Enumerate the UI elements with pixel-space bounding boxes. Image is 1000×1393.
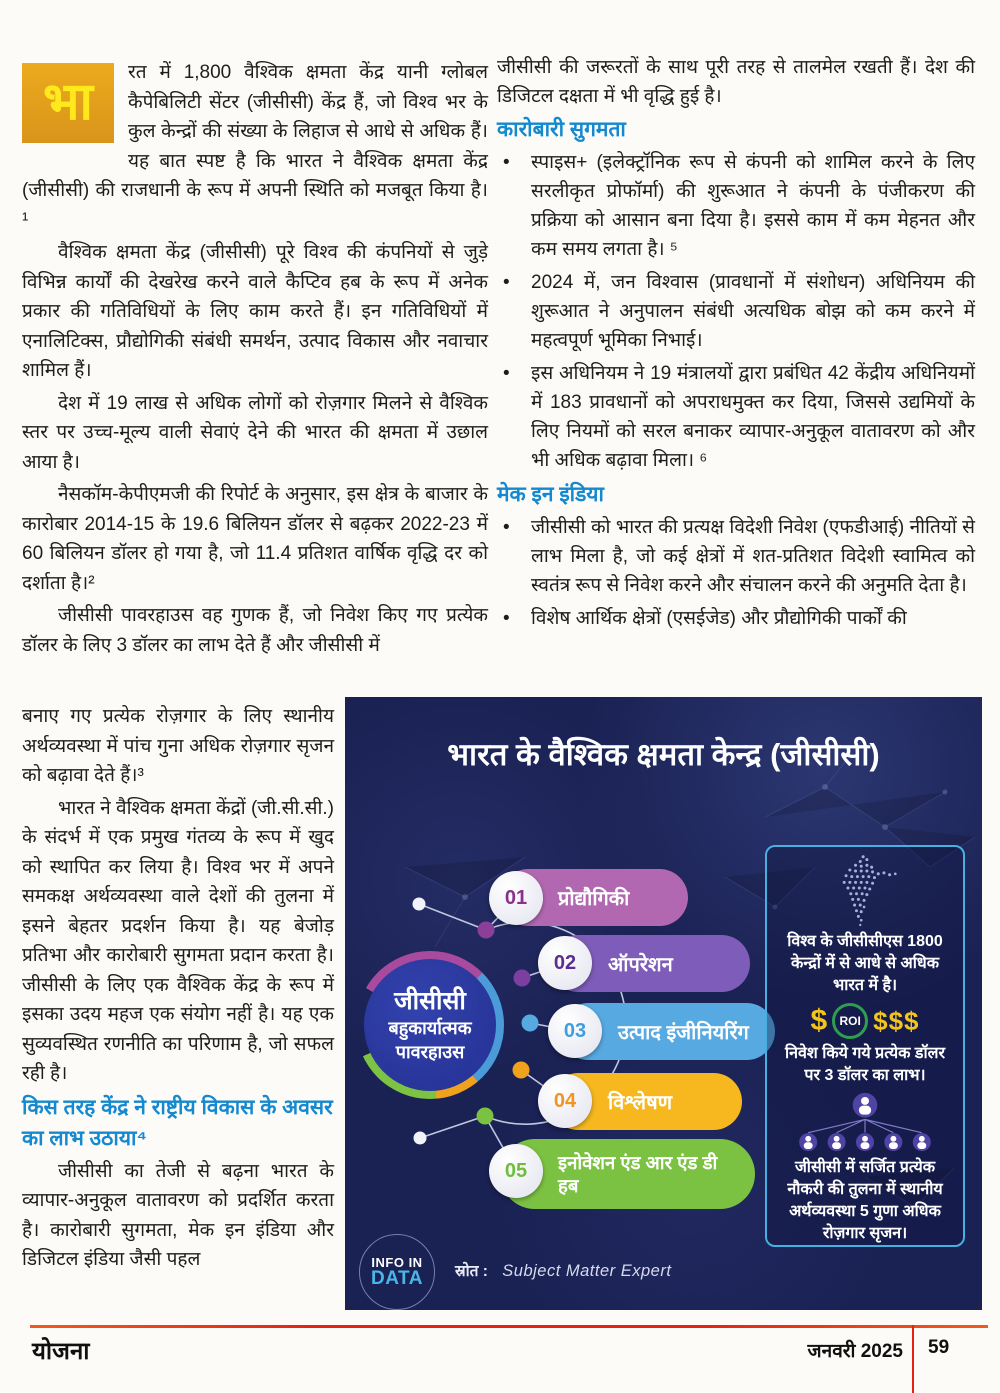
right-column	[497, 53, 975, 638]
bullet-item: • स्पाइस+ (इलेक्ट्रॉनिक रूप से कंपनी को शामिल करने के लिए सरलीकृत प्रोफॉर्मा) की शुरूआत ने कंपनी के पंजीकरण की प्रक्रिया को आसान बना दिया है। इससे काम में कम मेहनत और कम समय लगता है। ⁵	[497, 148, 975, 264]
paragraph: वैश्विक क्षमता केंद्र (जीसीसी) पूरे विश्व की कंपनियों से जुड़े विभिन्न कार्यों की देखरेख करने वाले कैप्टिव हब के रूप में अनेक प्रकार की गतिविधियों के लिए काम करते हैं। इन गतिविधियों में एनालिटिक्स, प्रौद्योगिकी संबंधी समर्थन, उत्पाद विकास और नवाचार शामिल हैं।	[22, 242, 488, 381]
footer-rule	[30, 1325, 988, 1328]
pill-innovation-rd-hub: इनोवेशन एंड आर एंड डी हब	[500, 1139, 755, 1209]
bullet-item: • इस अधिनियम ने 19 मंत्रालयों द्वारा प्रबंधित 42 केंद्रीय अधिनियमों में 183 प्रावधानों को अपराधमुक्त कर दिया, जिससे उद्यमियों के लिए नियमों को सरल बनाकर व्यापार-अनुकूल वातावरण को और भी अधिक बढ़ावा मिला। ⁶	[497, 359, 975, 475]
item-number-badge: 05	[489, 1144, 543, 1198]
bullet-item: • जीसीसी को भारत की प्रत्यक्ष विदेशी निवेश (एफडीआई) नीतियों से लाभ मिला है, जो कई क्षेत्रों में शत-प्रतिशत विदेशी स्वामित्व को स्वतंत्र रूप से निवेश करने और संचालन करने की अनुमति देता है।	[497, 513, 975, 600]
left-column-narrow	[22, 702, 334, 1278]
roi-circle-icon: ROI	[832, 1003, 868, 1039]
paragraph: जीसीसी का तेजी से बढ़ना भारत के व्यापार-अनुकूल वातावरण को प्रदर्शित करता है। कारोबारी सुगमता, मेक इन इंडिया और डिजिटल इंडिया जैसी पहल	[22, 1160, 334, 1270]
paragraph: जीसीसी की जरूरतों के साथ पूरी तरह से तालमेल रखती हैं। देश की डिजिटल दक्षता में भी वृद्धि हुई है।	[497, 57, 975, 107]
issue-date: जनवरी 2025	[807, 1341, 903, 1362]
india-map-dots-icon	[817, 853, 913, 931]
hub-label: बहुकार्यात्मक	[388, 1018, 472, 1038]
paragraph: भा रत में 1,800 वैश्विक क्षमता केंद्र यानी ग्लोबल कैपेबिलिटी सेंटर (जीसीसी) केंद्र हैं, जो विश्व भर के कुल केन्द्रों की संख्या के लिहाज से आधे से अधिक हैं। यह बात स्पष्ट है कि भारत ने वैश्विक क्षमता केंद्र (जीसीसी) की राजधानी के रूप में अपनी स्थिति को मजबूत किया है। ¹	[22, 62, 488, 231]
bullet-marker: •	[503, 363, 510, 384]
magazine-name: योजना	[32, 1338, 90, 1365]
paragraph: बनाए गए प्रत्येक रोज़गार के लिए स्थानीय अर्थव्यवस्था में पांच गुना अधिक रोज़गार सृजन को बढ़ावा देते हैं।³	[22, 706, 334, 786]
hub-circle	[364, 959, 496, 1091]
page-number: 59	[928, 1337, 950, 1358]
bullet-marker: •	[503, 608, 510, 629]
source-value: Subject Matter Expert	[502, 1262, 672, 1280]
hub-label: पावरहाउस	[395, 1042, 465, 1062]
bullet-marker: •	[503, 272, 510, 293]
item-number-badge: 03	[548, 1004, 602, 1058]
roi-graphic	[810, 1003, 919, 1039]
bullet-marker: •	[503, 152, 510, 173]
bullet-marker: •	[503, 517, 510, 538]
infographic-title: भारत के वैश्विक क्षमता केन्द्र (जीसीसी)	[447, 737, 880, 772]
pill-operations: ऑपरेशन	[550, 935, 750, 992]
bullet-item: • विशेष आर्थिक क्षेत्रों (एसईजेड) और प्रौद्योगिकी पार्कों की	[497, 604, 975, 634]
bullet-item: • 2024 में, जन विश्वास (प्रावधानों में संशोधन) अधिनियम की शुरूआत ने अनुपालन संबंधी अत्यधिक बोझ को कम करने में महत्वपूर्ण भूमिका निभाई।	[497, 268, 975, 355]
fact-centers: विश्व के जीसीसीएस 1800 केन्द्रों में से आधे से अधिक भारत में है।	[787, 932, 943, 994]
source-label: स्रोत :	[455, 1263, 488, 1280]
fact-roi: निवेश किये गये प्रत्येक डॉलर पर 3 डॉलर का लाभ।	[785, 1044, 945, 1084]
section-heading-national-growth: किस तरह केंद्र ने राष्ट्रीय विकास के अवसर का लाभ उठाया⁴	[22, 1095, 333, 1150]
pill-product-engineering: उत्पाद इंजीनियरिंग	[560, 1003, 775, 1060]
paragraph: नैसकॉम-केपीएमजी की रिपोर्ट के अनुसार, इस क्षेत्र के बाजार के कारोबार 2014-15 के 19.6 बिलियन डॉलर से बढ़कर 2022-23 में 60 बिलियन डॉलर हो गया है, जो 11.4 प्रतिशत वार्षिक वृद्धि दर को दर्शाता है।²	[22, 484, 488, 594]
item-number-badge: 02	[538, 936, 592, 990]
section-heading-ease-of-business: कारोबारी सुगमता	[497, 118, 626, 141]
pill-technology: प्रोद्यौगिकी	[500, 869, 688, 926]
dollar-icon: $	[810, 1003, 828, 1037]
item-number-badge: 01	[489, 871, 543, 925]
left-column-wide	[22, 58, 488, 663]
dollars-icon: $$$	[873, 1005, 920, 1036]
drop-cap: भा	[22, 63, 114, 143]
info-in-data-logo: INFO IN DATA	[359, 1234, 435, 1310]
section-heading-make-in-india: मेक इन इंडिया	[497, 483, 604, 506]
paragraph: भारत ने वैश्विक क्षमता केंद्रों (जी.सी.सी.) के संदर्भ में एक प्रमुख गंतव्य के रूप में खुद को स्थापित कर लिया है। विश्व भर में अपने समकक्ष अर्थव्यवस्था वाले देशों की तुलना में इसने बेहतर प्रदर्शन किया है। यह बेजोड़ प्रतिभा और कारोबारी सुगमता प्रदान करता है। जीसीसी के लिए एक वैश्विक केंद्र के रूप में इसका उदय महज एक संयोग नहीं है। यह एक सुव्यवस्थित रणनीति का परिणाम है, जो सफल रही है।	[22, 797, 334, 1084]
people-tree-icon	[780, 1091, 950, 1155]
item-number-badge: 04	[538, 1074, 592, 1128]
source-line	[455, 1259, 671, 1281]
infographic-gcc	[345, 697, 982, 1310]
facts-side-panel	[765, 845, 965, 1247]
fact-jobs: जीसीसी में सर्जित प्रत्येक नौकरी की तुलना में स्थानीय अर्थव्यवस्था 5 गुणा अधिक रोज़गार सृजन।	[787, 1159, 943, 1242]
paragraph: देश में 19 लाख से अधिक लोगों को रोज़गार मिलने से वैश्विक स्तर पर उच्च-मूल्य वाली सेवाएं देने की भारत की क्षमता में उछाल आया है।	[22, 392, 488, 473]
paragraph: जीसीसी पावरहाउस वह गुणक हैं, जो निवेश किए गए प्रत्येक डॉलर के लिए 3 डॉलर का लाभ देते हैं और जीसीसी में	[22, 605, 488, 656]
page-number-divider	[912, 1325, 914, 1393]
hub-ring	[356, 951, 504, 1099]
hub-label: जीसीसी	[394, 987, 466, 1015]
pill-analytics: विश्लेषण	[550, 1073, 742, 1130]
